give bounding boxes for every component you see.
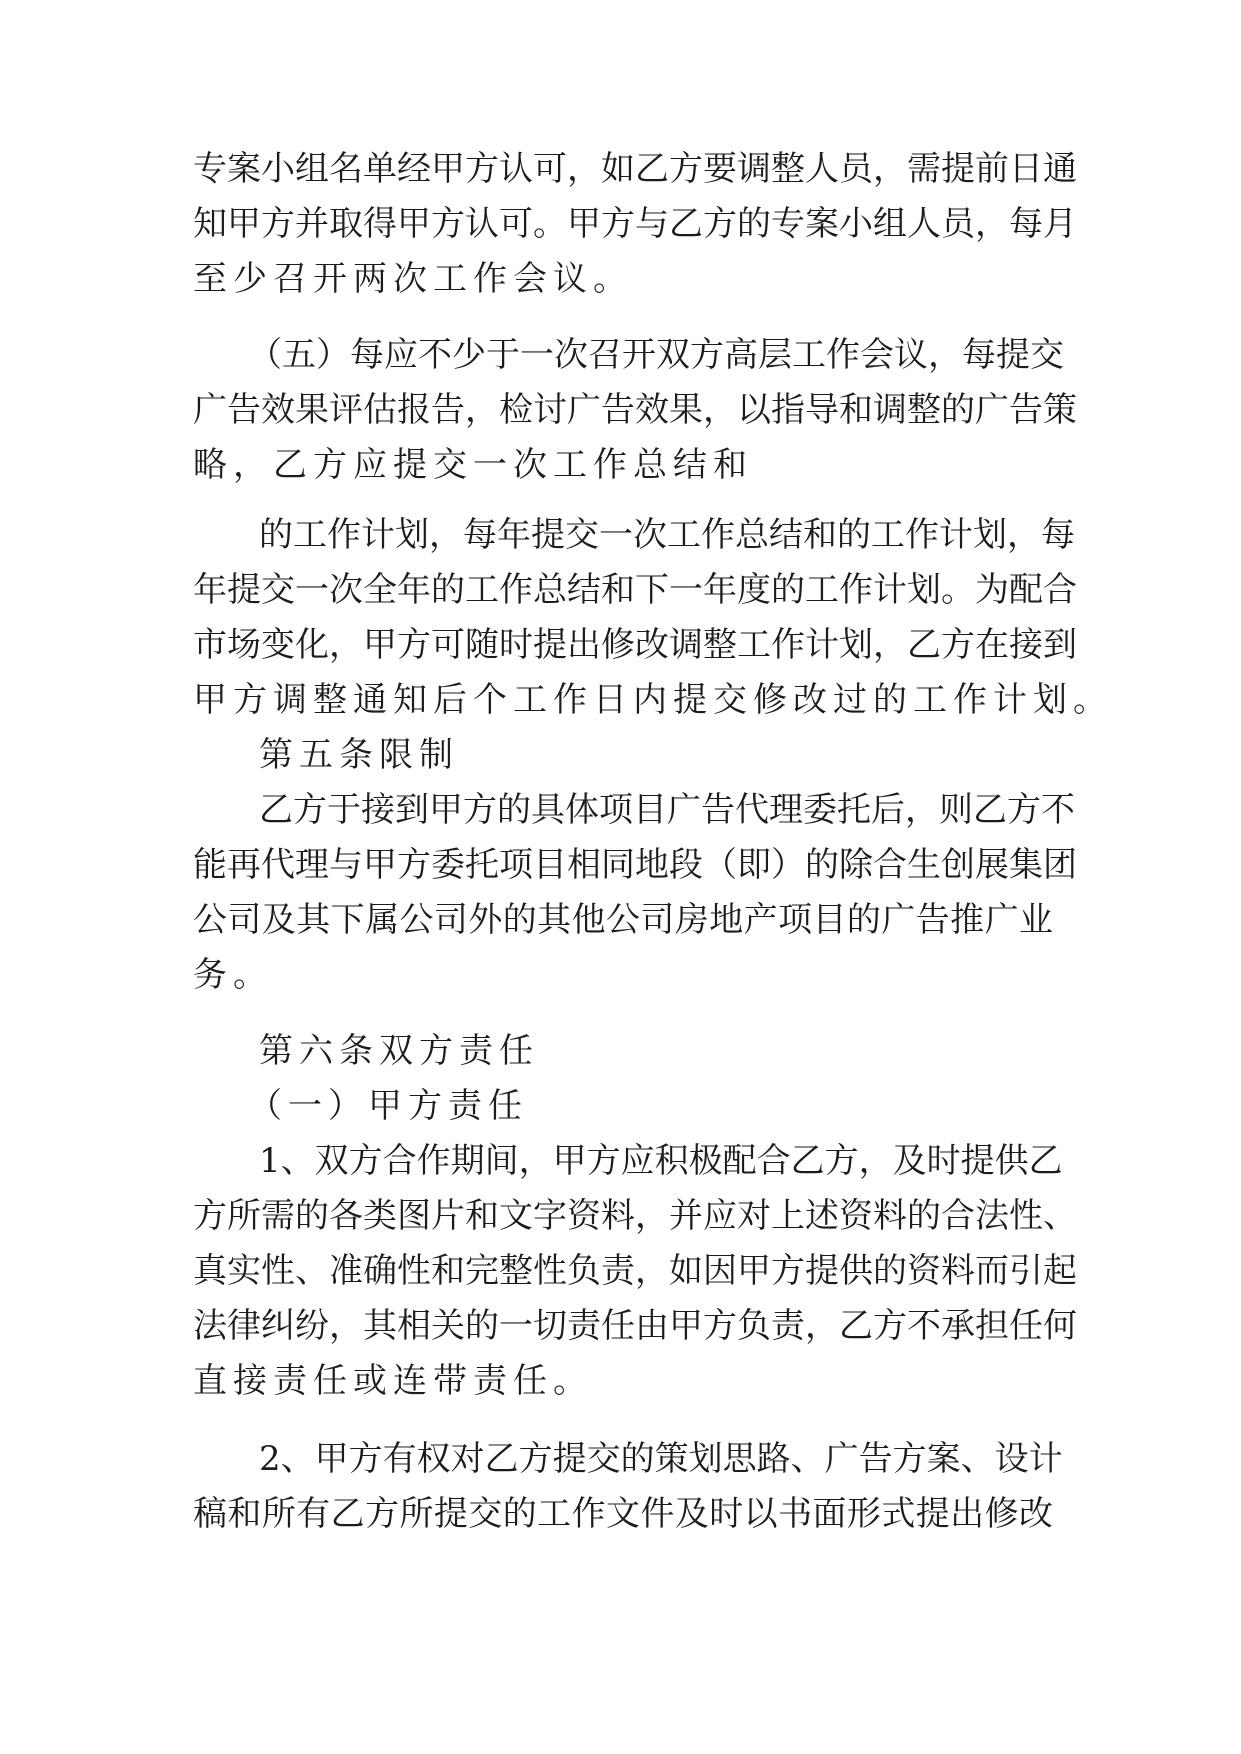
text-line: 乙方于接到甲方的具体项目广告代理委托后，则乙方不 xyxy=(259,790,1075,830)
text-line: 专案小组名单经甲方认可，如乙方要调整人员，需提前日通 xyxy=(193,149,1077,189)
text-line: 1、双方合作期间，甲方应积极配合乙方，及时提供乙 xyxy=(259,1141,1063,1181)
text-line: 公司及其下属公司外的其他公司房地产项目的广告推广业 xyxy=(193,900,1053,940)
text-line: 2、甲方有权对乙方提交的策划思路、广告方案、设计 xyxy=(259,1439,1063,1479)
text-line: 至少召开两次工作会议。 xyxy=(193,259,633,299)
text-line: 能再代理与甲方委托项目相同地段（即）的除合生创展集团 xyxy=(193,845,1077,885)
text-line: 知甲方并取得甲方认可。甲方与乙方的专案小组人员，每月 xyxy=(193,204,1077,244)
text-line: 直接责任或连带责任。 xyxy=(193,1361,593,1401)
text-line: 的工作计划，每年提交一次工作总结和的工作计划，每 xyxy=(259,515,1075,555)
subsection-heading: （一）甲方责任 xyxy=(248,1086,528,1126)
text-line: 务。 xyxy=(193,955,273,995)
text-line: 市场变化，甲方可随时提出修改调整工作计划，乙方在接到 xyxy=(193,625,1077,665)
text-line: 甲方调整通知后个工作日内提交修改过的工作计划。 xyxy=(193,680,1113,720)
text-line: 真实性、准确性和完整性负责，如因甲方提供的资料而引起 xyxy=(193,1251,1077,1291)
section-heading: 第五条限制 xyxy=(259,735,459,775)
section-heading: 第六条双方责任 xyxy=(259,1031,539,1071)
text-line: 略，乙方应提交一次工作总结和 xyxy=(193,445,753,485)
text-line: 年提交一次全年的工作总结和下一年度的工作计划。为配合 xyxy=(193,570,1077,610)
text-line: 广告效果评估报告，检讨广告效果，以指导和调整的广告策 xyxy=(193,390,1077,430)
text-line: 法律纠纷，其相关的一切责任由甲方负责，乙方不承担任何 xyxy=(193,1306,1077,1346)
text-line: 稿和所有乙方所提交的工作文件及时以书面形式提出修改 xyxy=(193,1494,1053,1534)
text-line: 方所需的各类图片和文字资料，并应对上述资料的合法性、 xyxy=(193,1196,1077,1236)
paragraph-heading: （五）每应不少于一次召开双方高层工作会议，每提交 xyxy=(248,335,1064,375)
